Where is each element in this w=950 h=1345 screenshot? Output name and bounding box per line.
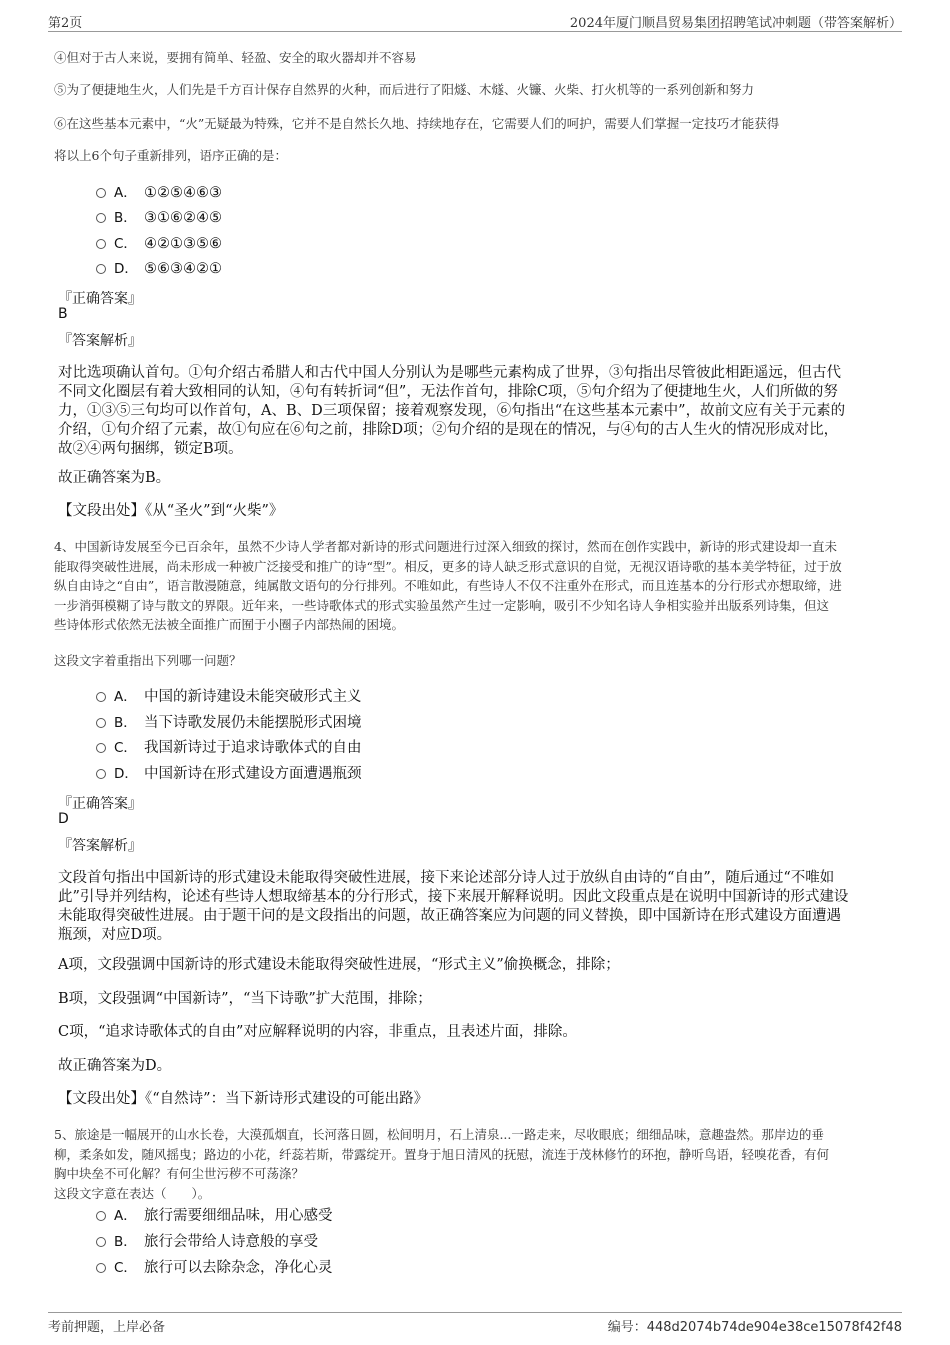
- q4-answer-label: 『正确答案』: [58, 796, 142, 812]
- q4-note-c: C项，“追求诗歌体式的自由”对应解释说明的内容，非重点，且表述片面，排除。: [58, 1024, 577, 1040]
- q5-stem: 5、旅途是一幅展开的山水长卷，大漠孤烟直，长河落日圆，松间明月，石上清泉...一路走来，尽收眼底；细细品味，意趣盎然。那岸边的垂 柳，柔条如发，随风摇曳；路边的小花，纤蕊若斯，带露绽开。置身于旭日清风的抚慰，流连于茂林修竹的环抱，静听鸟语，轻嗅花香，有何 胸中块垒不可化解？有何尘世污秽不可荡涤？: [54, 1127, 830, 1181]
- q4-analysis-label: 『答案解析』: [58, 838, 142, 854]
- q5-option-a[interactable]: A． 旅行需要细细品味，用心感受: [96, 1206, 333, 1226]
- q4-option-c[interactable]: C． 我国新诗过于追求诗歌体式的自由: [96, 738, 362, 758]
- q3-option-c[interactable]: C． ④②①③⑤⑥: [96, 234, 222, 254]
- q3-prompt: 将以上6个句子重新排列，语序正确的是：: [54, 148, 287, 163]
- radio-icon[interactable]: [96, 1263, 106, 1273]
- radio-icon[interactable]: [96, 743, 106, 753]
- q3-option-a[interactable]: A． ①②⑤④⑥③: [96, 183, 222, 203]
- radio-icon[interactable]: [96, 264, 106, 274]
- radio-icon[interactable]: [96, 692, 106, 702]
- q3-sentence-5: ⑤为了便捷地生火，人们先是千方百计保存自然界的火种，而后进行了阳燧、木燧、火镰、火柴、打火机等的一系列创新和努力: [54, 82, 755, 97]
- q3-analysis: 对比选项确认首句。①句介绍古希腊人和古代中国人分别认为是哪些元素构成了世界，③句指出尽管彼此相距遥远，但古代 不同文化圈层有着大致相同的认知，④句有转折词“但”，无法作首句，排除C项，⑤句介绍为了便捷地生火，人们所做的努 力，①③⑤三句均可以作首句，A、B、D三项保留；接着观察发现，⑥句指出“在这些基本元素中”，故前文应有关于元素的 介绍，①句介绍了元素，故①句应在⑥句之前，排除D项；②句介绍的是现在的情况，与④句的古人生火的情况形成对比， 故②④两句捆绑，锁定B项。: [58, 365, 846, 457]
- radio-icon[interactable]: [96, 1237, 106, 1247]
- q4-answer: D: [58, 811, 69, 827]
- q3-answer: B: [58, 306, 68, 322]
- q4-option-d[interactable]: D． 中国新诗在形式建设方面遭遇瓶颈: [96, 764, 362, 784]
- q4-prompt: 这段文字着重指出下列哪一问题？: [54, 653, 242, 668]
- radio-icon[interactable]: [96, 769, 106, 779]
- q4-option-a[interactable]: A． 中国的新诗建设未能突破形式主义: [96, 687, 362, 707]
- q5-option-b[interactable]: B． 旅行会带给人诗意般的享受: [96, 1232, 318, 1252]
- q5-option-c[interactable]: C． 旅行可以去除杂念，净化心灵: [96, 1258, 333, 1278]
- page-number: 第2页: [48, 16, 83, 31]
- q4-source: 【文段出处】《“自然诗”：当下新诗形式建设的可能出路》: [58, 1091, 429, 1107]
- radio-icon[interactable]: [96, 1211, 106, 1221]
- page-header: [48, 12, 902, 32]
- q3-option-d[interactable]: D． ⑤⑥③④②①: [96, 259, 222, 279]
- radio-icon[interactable]: [96, 213, 106, 223]
- document-code: 编号：448d2074b74de904e38ce15078f42f48: [607, 1320, 902, 1335]
- q3-sentence-4: ④但对于古人来说，要拥有简单、轻盈、安全的取火器却并不容易: [54, 50, 417, 65]
- q3-sentence-6: ⑥在这些基本元素中，“火”无疑最为特殊，它并不是自然长久地、持续地存在，它需要人们的呵护，需要人们掌握一定技巧才能获得: [54, 116, 780, 131]
- radio-icon[interactable]: [96, 718, 106, 728]
- q3-source: 【文段出处】《从“圣火”到“火柴”》: [58, 503, 284, 519]
- q5-prompt: 这段文字意在表达（ ）。: [54, 1186, 211, 1201]
- q4-stem: 4、中国新诗发展至今已百余年，虽然不少诗人学者都对新诗的形式问题进行过深入细致的探讨，然而在创作实践中，新诗的形式建设却一直未 能取得突破性进展，尚未形成一种被广泛接受和推广的诗“型”。相反，更多的诗人缺乏形式意识的自觉，无视汉语诗歌的基本美学特征，过于放 纵自由诗之“自由”，语言散漫随意，纯属散文语句的分行排列。不唯如此，有些诗人不仅不注重外在形式，而且连基本的分行形式亦想取缔，进 一步消弭模糊了诗与散文的界限。近年来，一些诗歌体式的形式实验虽然产生过一定影响，吸引不少知名诗人争相实验并出版系列诗集，但这 些诗体形式依然无法被全面推广而囿于小圈子内部热闹的困境。: [54, 539, 842, 632]
- q4-note-a: A项，文段强调中国新诗的形式建设未能取得突破性进展，“形式主义”偷换概念，排除；: [58, 957, 620, 973]
- q3-option-b[interactable]: B． ③①⑥②④⑤: [96, 208, 222, 228]
- q4-conclusion: 故正确答案为D。: [58, 1058, 172, 1074]
- page-footer: [48, 1312, 902, 1334]
- document-title: 2024年厦门顺昌贸易集团招聘笔试冲刺题（带答案解析）: [569, 16, 902, 31]
- footer-slogan: 考前押题，上岸必备: [48, 1320, 166, 1335]
- q4-note-b: B项，文段强调“中国新诗”，“当下诗歌”扩大范围，排除；: [58, 991, 432, 1007]
- q3-analysis-label: 『答案解析』: [58, 333, 142, 349]
- q3-conclusion: 故正确答案为B。: [58, 470, 171, 486]
- radio-icon[interactable]: [96, 239, 106, 249]
- radio-icon[interactable]: [96, 188, 106, 198]
- q4-option-b[interactable]: B． 当下诗歌发展仍未能摆脱形式困境: [96, 713, 362, 733]
- q3-answer-label: 『正确答案』: [58, 291, 142, 307]
- q4-analysis: 文段首句指出中国新诗的形式建设未能取得突破性进展，接下来论述部分诗人过于放纵自由诗的“自由”，随后通过“不唯如 此”引导并列结构，论述有些诗人想取缔基本的分行形式，接下来展开解释说明。因此文段重点是在说明中国新诗的形式建设 未能取得突破性进展。由于题干问的是文段指出的问题，故正确答案应为问题的同义替换，即中国新诗在形式建设方面遭遇 瓶颈，对应D项。: [58, 870, 849, 943]
